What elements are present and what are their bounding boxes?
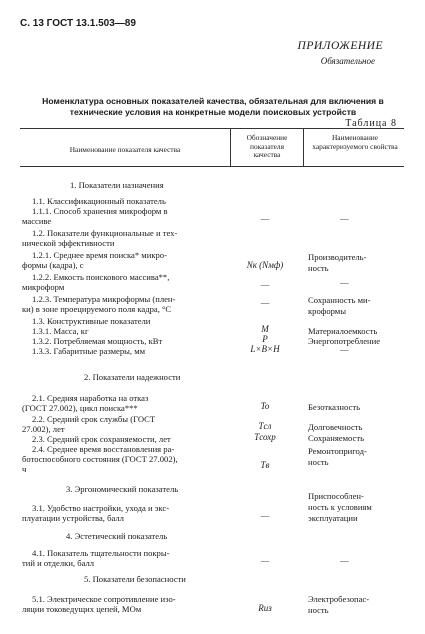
column-header-characteristic: Наименование характеризуемого свойства (312, 133, 398, 151)
table-cell-characteristic: ность (308, 457, 329, 467)
appendix-status: Обязательное (320, 56, 375, 66)
column-header-symbol: Обозначение показателя качества (246, 133, 288, 159)
table-cell-symbol: M (261, 324, 269, 334)
table-cell-characteristic: Производитель- (308, 252, 367, 262)
table-cell-characteristic: Приспособлен- (308, 491, 364, 501)
table-row-label: 1.2.1. Среднее время поиска* микро- (32, 250, 167, 260)
table-cell-characteristic: Энергопотребление (308, 336, 381, 346)
table-row-label: 1.2. Показатели функциональные и тех- (32, 228, 178, 238)
table-row-label: массиве (22, 216, 52, 226)
column-divider-2 (303, 128, 304, 166)
section-heading: 1. Показатели назначения (70, 180, 164, 190)
table-row-label: 2.2. Средний срок службы (ГОСТ (32, 414, 156, 424)
table-row-label: 1.1.1. Способ хранения микроформ в (32, 206, 168, 216)
table-cell-symbol: Tв (260, 460, 270, 470)
table-row-label: плуатации устройства, балл (22, 513, 124, 523)
table-row-label: формы (кадра), с (22, 260, 84, 270)
table-cell-symbol: Rиз (258, 603, 272, 613)
table-cell-characteristic: Безотказность (308, 402, 360, 412)
table-row-label: 1.3.2. Потребляемая мощность, кВт (32, 336, 163, 346)
table-row-label: 1.2.3. Температура микроформы (плен- (32, 294, 176, 304)
table-row-label: ляции токоведущих цепей, МОм (22, 604, 142, 614)
table-row-label: 3.1. Удобство настройки, ухода и экс- (32, 503, 170, 513)
table-row-label: тий и отделки, балл (22, 558, 95, 568)
table-cell-characteristic: ность к условиям (308, 502, 372, 512)
table-cell-characteristic: Ремонтопригод- (308, 446, 367, 456)
table-cell-characteristic: эксплуатации (308, 513, 358, 523)
appendix-title: ПРИЛОЖЕНИЕ (297, 40, 383, 52)
table-cell-symbol: L×B×H (250, 344, 280, 354)
table-cell-characteristic: Долговечность (308, 422, 363, 432)
section-heading: 3. Эргономический показатель (66, 484, 179, 494)
table-row-label: 2.4. Среднее время восстановления ра- (32, 444, 175, 454)
table-cell-characteristic: ность (308, 605, 329, 615)
table-cell-symbol: — (260, 555, 270, 565)
column-header-name: Наименование показателя качества (69, 145, 181, 154)
table-row-label: 2.1. Средняя наработка на отказ (32, 393, 149, 403)
table-cell-characteristic: Сохранность ми- (308, 295, 371, 305)
table-row-label: 1.3.3. Габаритные размеры, мм (32, 346, 146, 356)
table-row-label: 1.1. Классификационный показатель (32, 196, 166, 206)
table-row-label: 1.3. Конструктивные показатели (32, 316, 151, 326)
table-row-label: 1.3.1. Масса, кг (32, 326, 89, 336)
table-row-label: ч (22, 464, 27, 474)
table-header-rule (20, 166, 404, 167)
table-cell-symbol: Tсл (258, 421, 272, 431)
table-cell-characteristic: — (340, 213, 349, 223)
section-heading: 4. Эстетический показатель (66, 531, 168, 541)
table-row-label: микроформ (22, 282, 65, 292)
table-row-label: 4.1. Показатель тщательности покры- (32, 548, 170, 558)
table-cell-characteristic: Электробезопас- (308, 594, 370, 604)
table-cell-symbol: P (262, 334, 268, 344)
table-cell-characteristic: Сохраняемость (308, 433, 365, 443)
table-row-label: 5.1. Электрическое сопротивление изо- (32, 594, 176, 604)
table-cell-symbol: — (260, 510, 270, 520)
table-row-label: 1.2.2. Емкость поискового массива**, (32, 272, 170, 282)
section-heading: 2. Показатели надежности (84, 372, 181, 382)
table-cell-characteristic: Материалоемкость (308, 326, 378, 336)
table-label: Таблица 8 (345, 118, 397, 129)
table-cell-characteristic: — (340, 344, 349, 354)
table-row-label: (ГОСТ 27.002), цикл поиска*** (22, 403, 138, 413)
table-top-rule (20, 128, 404, 129)
table-cell-symbol: Tсохр (254, 432, 276, 442)
table-cell-symbol: To (260, 401, 270, 411)
table-cell-characteristic: кроформы (308, 306, 347, 316)
page-header: С. 13 ГОСТ 13.1.503—89 (20, 18, 136, 29)
table-cell-symbol: Nк (Nмф) (246, 260, 284, 270)
section-heading: 5. Показатели безопасности (84, 574, 186, 584)
table-cell-symbol: — (260, 297, 270, 307)
table-cell-characteristic: — (340, 277, 349, 287)
table-cell-characteristic: ность (308, 263, 329, 273)
column-divider-1 (230, 128, 231, 166)
table-row-label: нической эффективности (22, 238, 115, 248)
table-row-label: 2.3. Средний срок сохраняемости, лет (32, 434, 171, 444)
table-row-label: 27.002), лет (22, 424, 65, 434)
document-title: Номенклатура основных показателей качества, обязательная для включения в технические условия на конкретные модели поисковых устройств (42, 96, 384, 117)
table-row-label: ботоспособного состояния (ГОСТ 27.002), (22, 454, 178, 464)
table-row-label: ки) в зоне проецируемого поля кадра, °С (22, 304, 172, 314)
table-cell-symbol: — (260, 213, 270, 223)
table-cell-characteristic: — (340, 555, 349, 565)
table-cell-symbol: — (260, 279, 270, 289)
